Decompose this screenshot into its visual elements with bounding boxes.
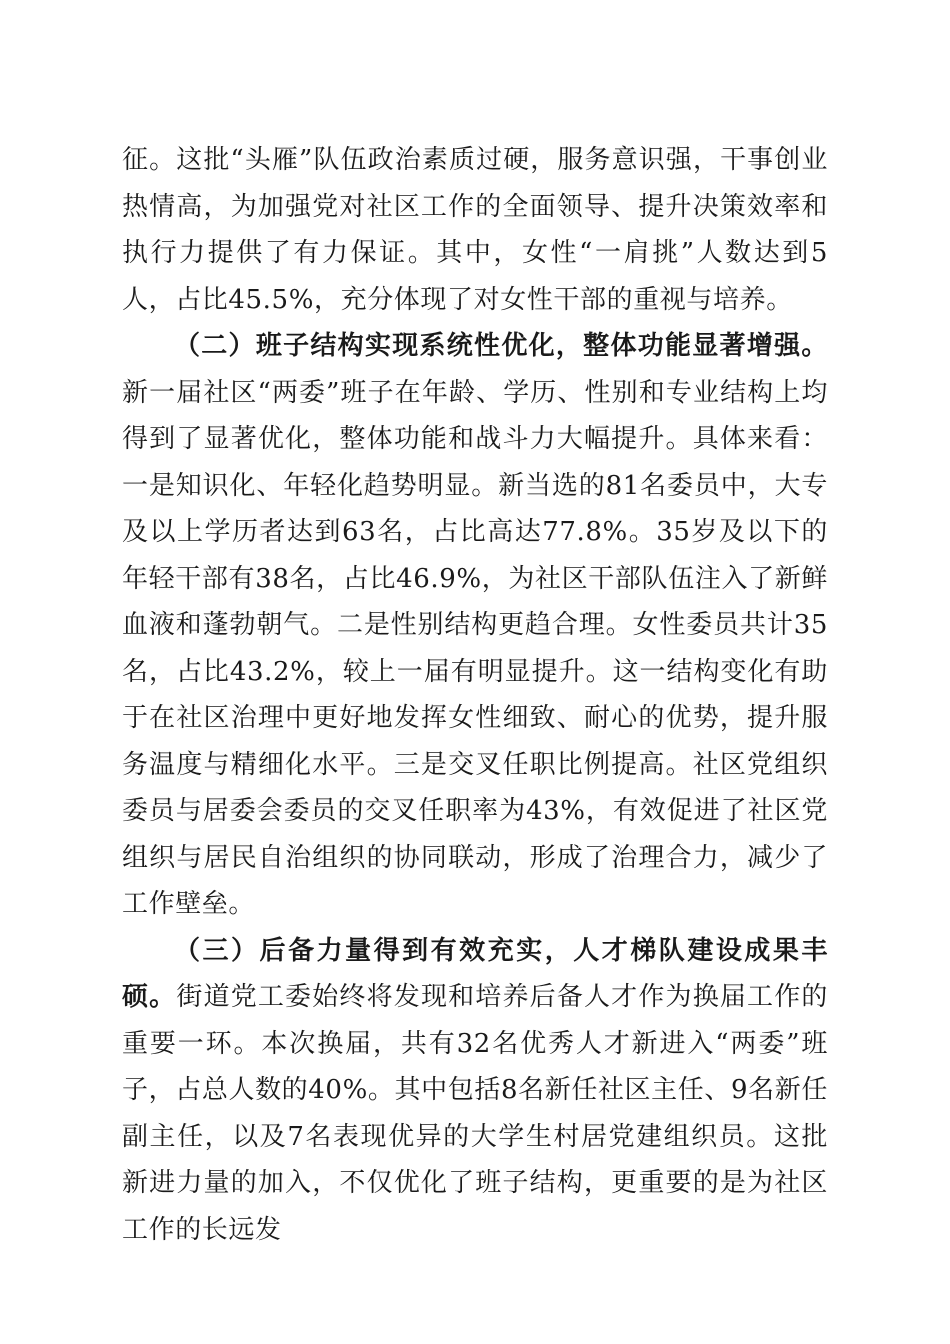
section-heading: （二）班子结构实现系统性优化，整体功能显著增强。 — [174, 331, 828, 361]
paragraph-body: 征。这批“头雁”队伍政治素质过硬，服务意识强，干事创业热情高，为加强党对社区工作的全面领导、提升决策效率和执行力提供了有力保证。其中，女性“一肩挑”人数达到5人，占比45.5%，充分体现了对女性干部的重视与培养。 — [122, 145, 828, 315]
paragraph-section-two — [122, 323, 828, 928]
paragraph-body: 新一届社区“两委”班子在年龄、学历、性别和专业结构上均得到了显著优化，整体功能和战斗力大幅提升。具体来看：一是知识化、年轻化趋势明显。新当选的81名委员中，大专及以上学历者达到63名，占比高达77.8%。35岁及以下的年轻干部有38名，占比46.9%，为社区干部队伍注入了新鲜血液和蓬勃朝气。二是性别结构更趋合理。女性委员共计35名，占比43.2%，较上一届有明显提升。这一结构变化有助于在社区治理中更好地发挥女性细致、耐心的优势，提升服务温度与精细化水平。三是交叉任职比例提高。社区党组织委员与居委会委员的交叉任职率为43%，有效促进了社区党组织与居民自治组织的协同联动，形成了治理合力，减少了工作壁垒。 — [122, 377, 828, 919]
paragraph-continuation — [122, 137, 828, 323]
paragraph-body: 街道党工委始终将发现和培养后备人才作为换届工作的重要一环。本次换届，共有32名优秀人才新进入“两委”班子，占总人数的40%。其中包括8名新任社区主任、9名新任副主任，以及7名表现优异的大学生村居党建组织员。这批新进力量的加入，不仅优化了班子结构，更重要的是为社区工作的长远发 — [122, 982, 828, 1245]
document-body — [122, 137, 828, 1253]
section-heading: （三）后备力量得到有效充实，人才梯队建设成果丰硕。 — [122, 935, 828, 1012]
paragraph-section-three — [122, 928, 828, 1254]
